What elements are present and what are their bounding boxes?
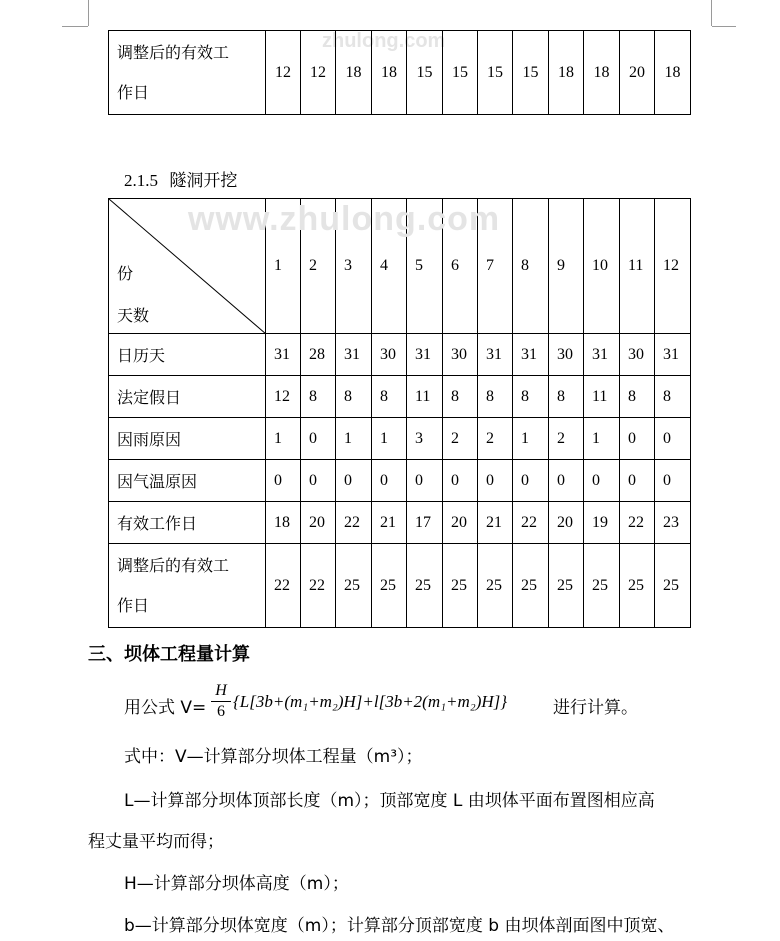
- cell: 25: [513, 544, 549, 628]
- page-corner-mark-left: [88, 0, 89, 26]
- cell: 0: [549, 460, 584, 502]
- cell: 18: [372, 31, 407, 115]
- cell: 31: [584, 334, 620, 376]
- definition-l-line2: 程丈量平均而得；: [88, 832, 224, 852]
- cell: 8: [620, 376, 655, 418]
- month-header: 10: [584, 199, 620, 334]
- row-label: 日历天: [109, 334, 266, 376]
- cell: 11: [584, 376, 620, 418]
- month-header: 6: [443, 199, 478, 334]
- cell: 0: [301, 418, 336, 460]
- cell: 28: [301, 334, 336, 376]
- cell: 2: [443, 418, 478, 460]
- formula-denominator: 6: [217, 703, 225, 720]
- month-header: 5: [407, 199, 443, 334]
- cell: 30: [549, 334, 584, 376]
- cell: 30: [443, 334, 478, 376]
- row-label: 法定假日: [109, 376, 266, 418]
- cell: 23: [655, 502, 691, 544]
- cell: 18: [655, 31, 691, 115]
- cell: 8: [301, 376, 336, 418]
- cell: 19: [584, 502, 620, 544]
- cell: 1: [513, 418, 549, 460]
- cell: 25: [443, 544, 478, 628]
- cell: 17: [407, 502, 443, 544]
- month-header: 9: [549, 199, 584, 334]
- cell: 18: [549, 31, 584, 115]
- definition-b: b—计算部分坝体宽度（m）；计算部分顶部宽度 b 由坝体剖面图中顶宽、: [124, 916, 675, 936]
- month-header: 4: [372, 199, 407, 334]
- cell: 12: [301, 31, 336, 115]
- month-header: 2: [301, 199, 336, 334]
- table-row: [109, 376, 691, 418]
- page-corner-mark-right-h: [712, 26, 736, 27]
- cell: 25: [549, 544, 584, 628]
- cell: 25: [372, 544, 407, 628]
- cell: 22: [301, 544, 336, 628]
- cell: 18: [584, 31, 620, 115]
- cell: 18: [336, 31, 372, 115]
- cell: 0: [266, 460, 301, 502]
- formula-body: {L[3b+(m₁+m₂)H]+l[3b+2(m₁+m₂)H]}: [233, 692, 508, 711]
- row-label-adjusted: 调整后的有效工 作日: [109, 544, 266, 628]
- table-2-tunnel-excavation: [108, 198, 691, 628]
- cell: 0: [620, 418, 655, 460]
- section-heading-2-1-5: 2.1.5 隧洞开挖: [124, 171, 238, 191]
- table-row: [109, 502, 691, 544]
- cell: 15: [443, 31, 478, 115]
- month-header: 3: [336, 199, 372, 334]
- table-1-continuation: [108, 30, 691, 115]
- formula-fraction: [210, 683, 232, 720]
- cell: 8: [655, 376, 691, 418]
- cell: 15: [478, 31, 513, 115]
- diagonal-header-cell: 份 天数: [109, 199, 266, 334]
- cell: 31: [407, 334, 443, 376]
- month-header: 11: [620, 199, 655, 334]
- cell: 3: [407, 418, 443, 460]
- cell: 0: [513, 460, 549, 502]
- cell: 25: [336, 544, 372, 628]
- formula-suffix: 进行计算。: [553, 698, 638, 718]
- cell: 1: [372, 418, 407, 460]
- cell: 20: [620, 31, 655, 115]
- cell: 20: [443, 502, 478, 544]
- month-header: 12: [655, 199, 691, 334]
- cell: 31: [513, 334, 549, 376]
- cell: 8: [372, 376, 407, 418]
- cell: 21: [372, 502, 407, 544]
- cell: 8: [478, 376, 513, 418]
- cell: 21: [478, 502, 513, 544]
- definition-h: H—计算部分坝体高度（m）；: [124, 874, 349, 894]
- cell: 25: [584, 544, 620, 628]
- cell: 0: [584, 460, 620, 502]
- row-label: 因气温原因: [109, 460, 266, 502]
- cell: 0: [336, 460, 372, 502]
- cell: 25: [407, 544, 443, 628]
- row-label: 因雨原因: [109, 418, 266, 460]
- cell: 31: [336, 334, 372, 376]
- page-corner-mark-left-h: [62, 26, 88, 27]
- cell: 22: [513, 502, 549, 544]
- cell: 25: [620, 544, 655, 628]
- cell: 22: [336, 502, 372, 544]
- cell: 0: [620, 460, 655, 502]
- cell: 31: [478, 334, 513, 376]
- table-row: [109, 544, 691, 628]
- cell: 31: [655, 334, 691, 376]
- cell: 8: [549, 376, 584, 418]
- month-header: 7: [478, 199, 513, 334]
- cell: 25: [478, 544, 513, 628]
- table-row: [109, 460, 691, 502]
- cell: 22: [620, 502, 655, 544]
- table-row: [109, 418, 691, 460]
- cell: 15: [407, 31, 443, 115]
- page-corner-mark-right: [711, 0, 712, 26]
- cell: 20: [549, 502, 584, 544]
- watermark-middle: www.zhulong.com: [188, 200, 501, 238]
- cell: 1: [584, 418, 620, 460]
- section-heading-3: 三、坝体工程量计算: [88, 644, 250, 665]
- cell: 0: [478, 460, 513, 502]
- cell: 0: [407, 460, 443, 502]
- table-row: [109, 334, 691, 376]
- definition-l-line1: L—计算部分坝体顶部长度（m）；顶部宽度 L 由坝体平面布置图相应高: [124, 791, 655, 811]
- cell: 8: [336, 376, 372, 418]
- cell: 1: [336, 418, 372, 460]
- cell: 22: [266, 544, 301, 628]
- month-header: 1: [266, 199, 301, 334]
- cell: 30: [620, 334, 655, 376]
- cell: 12: [266, 376, 301, 418]
- cell: 2: [549, 418, 584, 460]
- cell: 31: [266, 334, 301, 376]
- cell: 8: [513, 376, 549, 418]
- cell: 11: [407, 376, 443, 418]
- watermark-top: zhulong.com: [322, 30, 446, 52]
- cell: 0: [372, 460, 407, 502]
- formula-prefix: 用公式 V=: [124, 698, 207, 718]
- cell: 30: [372, 334, 407, 376]
- cell: 0: [443, 460, 478, 502]
- cell: 20: [301, 502, 336, 544]
- fraction-bar: [211, 701, 231, 702]
- table-header-row: [109, 199, 691, 334]
- cell: 18: [266, 502, 301, 544]
- cell: 0: [301, 460, 336, 502]
- formula-numerator: H: [215, 682, 227, 699]
- cell: 0: [655, 460, 691, 502]
- cell: 1: [266, 418, 301, 460]
- cell: 8: [443, 376, 478, 418]
- table-row: [109, 31, 691, 115]
- row-label: 有效工作日: [109, 502, 266, 544]
- cell: 15: [513, 31, 549, 115]
- cell: 0: [655, 418, 691, 460]
- definition-v: 式中：V—计算部分坝体工程量（m³）；: [124, 747, 423, 767]
- month-header: 8: [513, 199, 549, 334]
- cell: 12: [266, 31, 301, 115]
- row-label-adjusted: 调整后的有效工 作日: [109, 31, 266, 115]
- cell: 2: [478, 418, 513, 460]
- cell: 25: [655, 544, 691, 628]
